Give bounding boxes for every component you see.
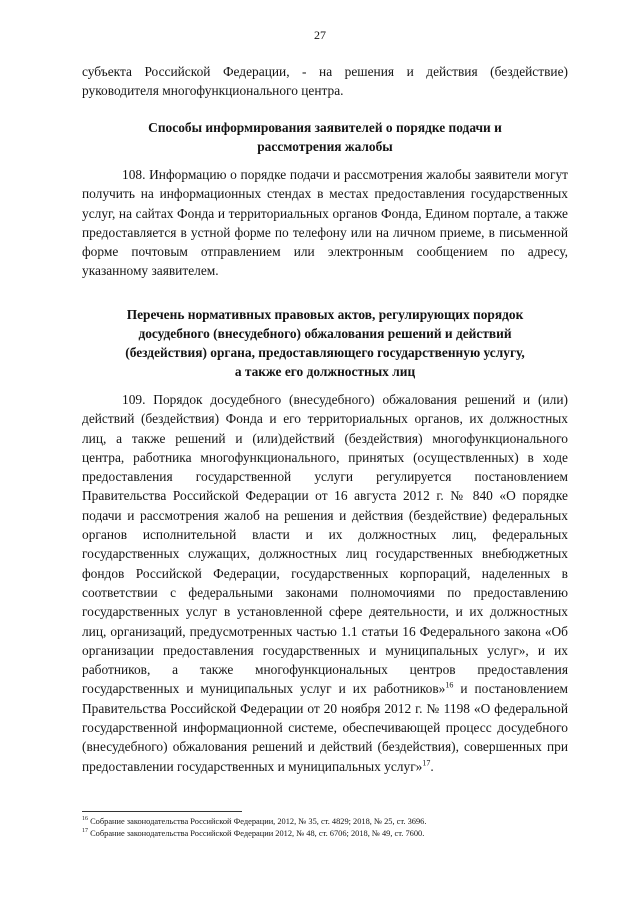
heading-line: Способы информирования заявителей о порядке подачи и bbox=[148, 120, 502, 135]
footnote-marker: 17 bbox=[82, 828, 88, 835]
paragraph-109 bbox=[82, 390, 568, 776]
heading-line: Перечень нормативных правовых актов, регулирующих порядок bbox=[126, 307, 524, 322]
paragraph-109-part2: и постановлением Правительства Российской Федерации от 20 ноября 2012 г. № 1198 «О федеральной государственной информационной системе, обеспечивающей процесс досудебного (внесудебного) обжалования решений и действий (бездействия), совершенных при предоставлении государственных и муниципальных услуг» bbox=[82, 681, 568, 774]
footnote-text: Собрание законодательства Российской Федерации 2012, № 48, ст. 6706; 2018, № 49, ст. 7600. bbox=[88, 829, 425, 838]
heading-line: а также его должностных лиц bbox=[234, 364, 416, 379]
heading-line: досудебного (внесудебного) обжалования решений и действий bbox=[138, 326, 512, 341]
paragraph-109-part1: 109. Порядок досудебного (внесудебного) обжалования решений и (или) действий (бездействия) Фонда и его территориальных органов, их должностных лиц, а также решений и (или)действий (бездействия) многофункционального центра, работника многофункционального, принятых (осуществленных) в ходе предоставления государственной услуги регулируется постановлением Правительства Российской Федерации от 16 августа 2012 г. № 840 «О порядке подачи и рассмотрения жалоб на решения и действия (бездействие) федеральных органов исполнительной власти и их должностных лиц, федеральных государственных служащих, должностных лиц государственных внебюджетных фондов Российской Федерации, государственных корпораций, наделенных в соответствии с федеральными законами полномочиями по предоставлению государственных услуг в установленной сфере деятельности, и их должностных лиц, организаций, предусмотренных частью 1.1 статьи 16 Федерального закона «Об организации предоставления государственных и муниципальных услуг», и их работников, а также многофункциональных центров предоставления государственных и муниципальных услуг и их работников» bbox=[82, 392, 568, 697]
footnote-17 bbox=[82, 828, 568, 840]
paragraph-109-end: . bbox=[430, 758, 434, 774]
footnote-text: Собрание законодательства Российской Федерации, 2012, № 35, ст. 4829; 2018, № 25, ст. 3696. bbox=[88, 817, 427, 826]
section-heading-informing bbox=[82, 118, 568, 156]
intro-text: субъекта Российской Федерации, - на решения и действия (бездействие) руководителя многофункционального центра. bbox=[82, 64, 568, 99]
footnote-marker: 16 bbox=[82, 816, 88, 823]
paragraph-108-text: 108. Информацию о порядке подачи и рассмотрения жалобы заявители могут получить на информационных стендах в местах предоставления государственных услуг, на сайтах Фонда и территориальных органов Фонда, Едином портале, а также предоставляется в устной форме по телефону или на личном приеме, в письменной форме почтовым отправлением или электронным сообщением по адресу, указанному заявителем. bbox=[82, 167, 568, 279]
paragraph-108 bbox=[82, 165, 568, 281]
footnotes bbox=[82, 816, 568, 840]
footnote-ref-17[interactable]: 17 bbox=[422, 758, 431, 768]
paragraph-109-text bbox=[82, 390, 568, 776]
heading-line: рассмотрения жалобы bbox=[257, 139, 393, 154]
footnote-16 bbox=[82, 816, 568, 828]
intro-paragraph bbox=[82, 62, 568, 101]
footnote-divider bbox=[82, 811, 242, 812]
section-heading-legal-acts bbox=[82, 305, 568, 381]
page-number: 27 bbox=[314, 28, 326, 42]
footnote-ref-16[interactable]: 16 bbox=[445, 680, 454, 690]
heading-line: (бездействия) органа, предоставляющего государственную услугу, bbox=[125, 345, 525, 360]
